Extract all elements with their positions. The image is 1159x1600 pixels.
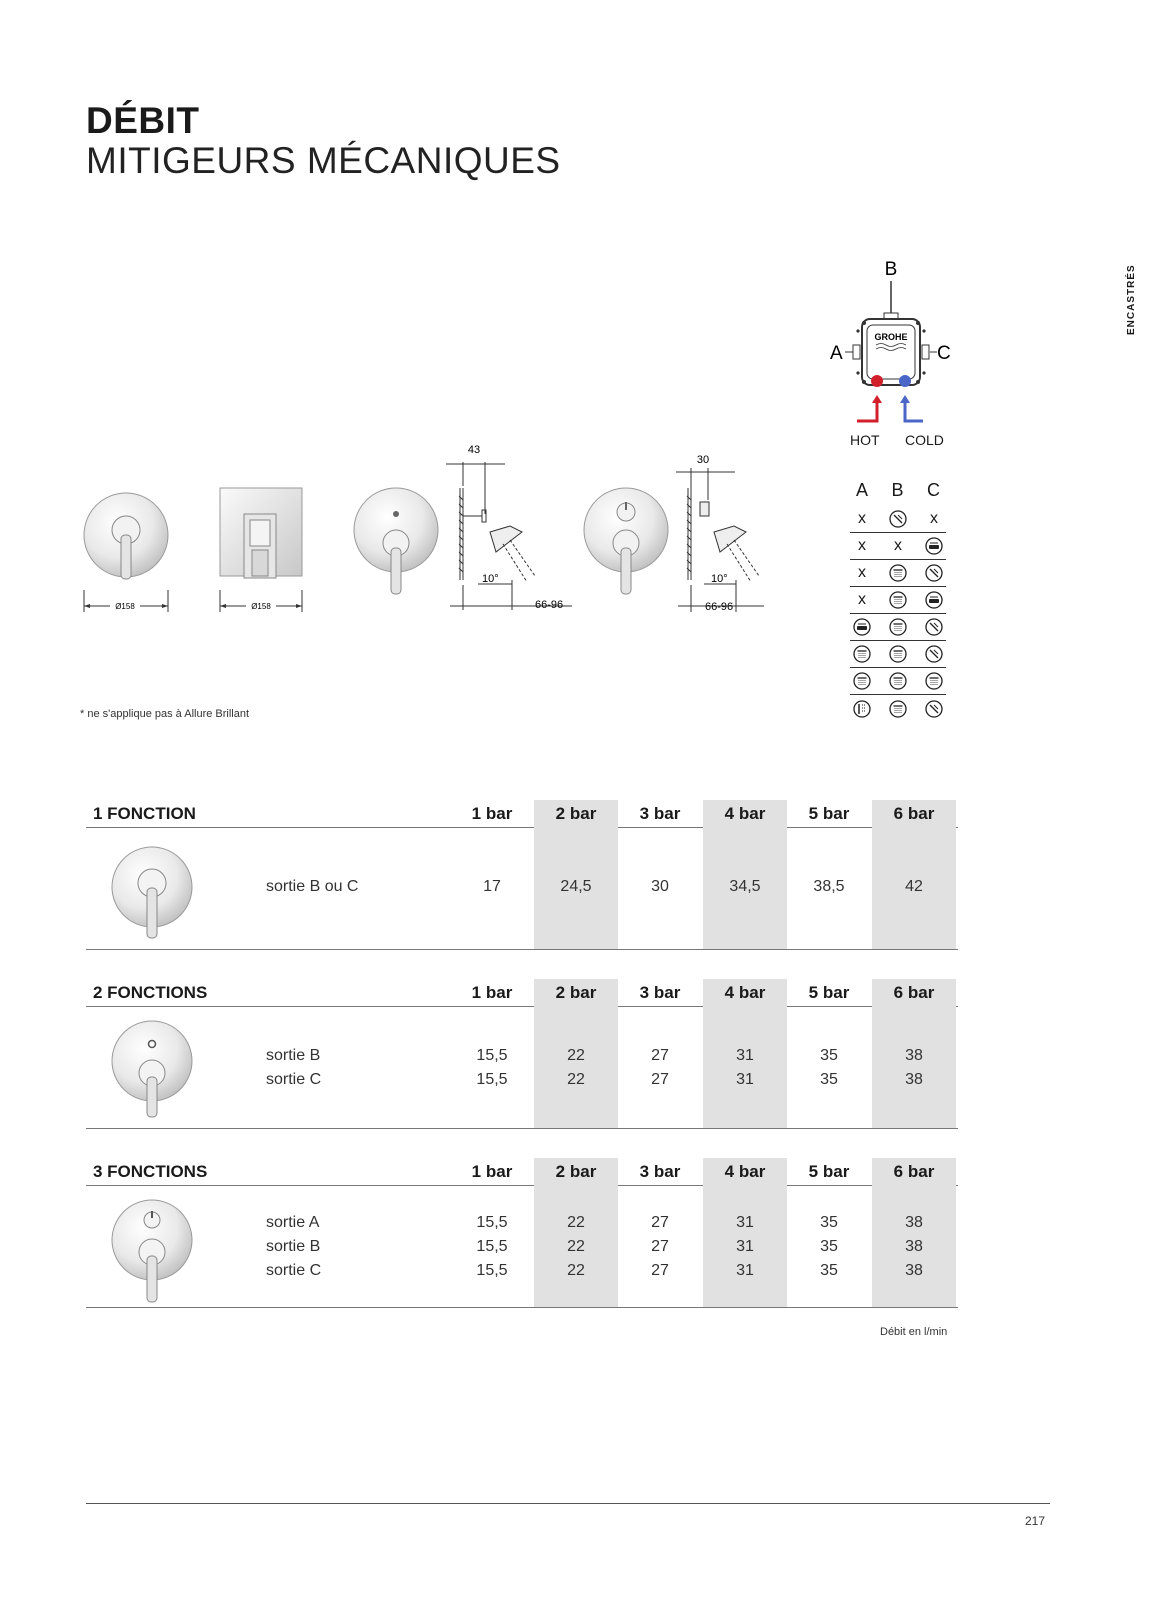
flow-value: 38 [905, 1238, 923, 1255]
pressure-header: 5 bar [808, 1162, 850, 1181]
flow-value: 15,5 [476, 1214, 508, 1231]
combination-rows [850, 506, 946, 722]
three-function-plate-drawing [584, 488, 668, 594]
function-title: 2 FONCTIONS [93, 983, 208, 1002]
dimension-label: 30 [696, 454, 710, 466]
closed-mark: x [930, 510, 938, 527]
combination-row [850, 695, 946, 722]
flow-value: 17 [483, 878, 501, 895]
flow-value: 15,5 [476, 1071, 508, 1088]
hot-inlet-icon [871, 375, 883, 387]
flow-value: 42 [905, 878, 923, 895]
outlet-label: sortie B ou C [266, 878, 359, 895]
dimension-label: Ø158 [115, 602, 135, 611]
flow-value: 31 [736, 1238, 754, 1255]
combination-row [850, 641, 946, 668]
column-b-header: B [891, 480, 904, 500]
flow-table-body [86, 828, 958, 950]
flow-value: 22 [567, 1071, 585, 1088]
flow-value: 27 [651, 1047, 669, 1064]
flow-table-header [86, 1158, 958, 1186]
flow-value: 22 [567, 1047, 585, 1064]
shower-icon [888, 590, 908, 610]
combination-row [850, 668, 946, 695]
bathtub-icon [924, 590, 944, 610]
shower-icon [888, 671, 908, 691]
handshower-icon [888, 509, 908, 529]
combination-row [850, 614, 946, 641]
shower-icon [852, 644, 872, 664]
handshower-icon [924, 617, 944, 637]
shower-icon [888, 699, 908, 719]
outlet-label-b: B [884, 259, 898, 280]
flow-value: 27 [651, 1262, 669, 1279]
flow-table-body [86, 1007, 958, 1129]
flow-value: 34,5 [729, 878, 761, 895]
flow-value: 22 [567, 1262, 585, 1279]
dimension-label: 10° [482, 573, 499, 585]
pressure-header: 3 bar [639, 1162, 681, 1181]
bathtub-icon [852, 617, 872, 637]
flow-value: 27 [651, 1214, 669, 1231]
pressure-header: 1 bar [471, 1162, 513, 1181]
flow-value: 27 [651, 1071, 669, 1088]
cold-label: COLD [905, 432, 944, 448]
shower-icon [888, 644, 908, 664]
flow-table-3-functions [86, 1158, 958, 1308]
mixer-knob-icon [108, 1196, 198, 1306]
hot-label: HOT [850, 432, 880, 448]
round-plate-drawing [84, 493, 168, 612]
square-plate-drawing [220, 488, 302, 612]
mixer-knob-icon [108, 843, 198, 939]
pressure-header: 6 bar [872, 800, 956, 828]
pressure-header: 2 bar [534, 979, 618, 1007]
pressure-header: 5 bar [808, 983, 850, 1002]
flow-value: 15,5 [476, 1238, 508, 1255]
dimension-label: 43 [467, 444, 481, 456]
closed-mark: x [858, 591, 866, 608]
two-function-plate-drawing [354, 488, 438, 594]
flow-value: 38 [905, 1071, 923, 1088]
pressure-header: 1 bar [471, 804, 513, 823]
pressure-header: 4 bar [703, 1158, 787, 1186]
closed-mark: x [858, 537, 866, 554]
column-c-header: C [927, 480, 940, 500]
flow-value: 31 [736, 1214, 754, 1231]
flow-value: 35 [820, 1262, 838, 1279]
unit-note: Débit en l/min [880, 1326, 948, 1338]
footnote: * ne s'applique pas à Allure Brillant [80, 708, 250, 720]
flow-value: 15,5 [476, 1262, 508, 1279]
brand-logo: GROHE [874, 332, 908, 342]
outlet-label: sortie C [266, 1071, 322, 1088]
flow-table-body [86, 1186, 958, 1308]
shower-icon [888, 617, 908, 637]
pressure-header: 6 bar [872, 1158, 956, 1186]
dimension-label: 10° [711, 573, 728, 585]
flow-value: 30 [651, 878, 669, 895]
outlet-combination-table [850, 480, 946, 722]
flow-table-header [86, 800, 958, 828]
flow-value: 31 [736, 1262, 754, 1279]
shower-icon [852, 671, 872, 691]
pressure-header: 5 bar [808, 804, 850, 823]
outlet-label-c: C [937, 343, 951, 364]
mixer-knob-icon [108, 1019, 198, 1119]
pressure-header: 2 bar [534, 1158, 618, 1186]
flow-value: 35 [820, 1047, 838, 1064]
pressure-header: 2 bar [534, 800, 618, 828]
dimension-label: 66-96 [535, 599, 564, 611]
page-title: DÉBIT [86, 100, 200, 141]
page-subtitle: MITIGEURS MÉCANIQUES [86, 140, 561, 181]
flow-value: 38 [905, 1214, 923, 1231]
flow-value: 24,5 [560, 878, 592, 895]
flow-value: 38 [905, 1047, 923, 1064]
handshower-icon [924, 644, 944, 664]
outlet-label: sortie B [266, 1238, 321, 1255]
pressure-header: 4 bar [703, 800, 787, 828]
section-tab: ENCASTRÉS [1126, 264, 1137, 335]
cold-inlet-icon [899, 375, 911, 387]
pressure-header: 6 bar [872, 979, 956, 1007]
closed-mark: x [894, 537, 902, 554]
combination-row [850, 506, 946, 533]
flow-table-header [86, 979, 958, 1007]
combination-row [850, 560, 946, 587]
outlet-label: sortie C [266, 1262, 322, 1279]
outlet-label: sortie A [266, 1214, 320, 1231]
outlet-label: sortie B [266, 1047, 321, 1064]
shower-icon [888, 563, 908, 583]
pressure-header: 3 bar [639, 983, 681, 1002]
side-profile-drawing [676, 468, 764, 612]
outlet-label-a: A [830, 343, 843, 364]
flow-value: 31 [736, 1071, 754, 1088]
flow-value: 38,5 [813, 878, 845, 895]
pressure-header: 3 bar [639, 804, 681, 823]
combination-header [850, 480, 946, 506]
pressure-header: 1 bar [471, 983, 513, 1002]
flow-value: 31 [736, 1047, 754, 1064]
combination-row [850, 533, 946, 560]
flow-value: 35 [820, 1238, 838, 1255]
function-title: 1 FONCTION [93, 804, 196, 823]
flow-table-2-functions [86, 979, 958, 1129]
closed-mark: x [858, 510, 866, 527]
flow-value: 35 [820, 1214, 838, 1231]
valve-body-diagram [820, 255, 970, 455]
flow-value: 35 [820, 1071, 838, 1088]
combination-row [850, 587, 946, 614]
flow-value: 22 [567, 1238, 585, 1255]
handshower-icon [924, 699, 944, 719]
flow-value: 15,5 [476, 1047, 508, 1064]
dimension-label: 66-96 [705, 601, 734, 613]
body-jet-icon [852, 699, 872, 719]
technical-drawings [80, 440, 800, 630]
closed-mark: x [858, 564, 866, 581]
bathtub-icon [924, 536, 944, 556]
column-a-header: A [856, 480, 869, 500]
shower-icon [924, 671, 944, 691]
function-title: 3 FONCTIONS [93, 1162, 208, 1181]
side-profile-drawing [446, 462, 572, 610]
dimension-label: Ø158 [251, 602, 271, 611]
footer-rule [86, 1503, 1050, 1504]
handshower-icon [924, 563, 944, 583]
flow-table-1-function [86, 800, 958, 950]
flow-value: 38 [905, 1262, 923, 1279]
page-number: 217 [1025, 1514, 1046, 1528]
pressure-header: 4 bar [703, 979, 787, 1007]
flow-value: 27 [651, 1238, 669, 1255]
flow-value: 22 [567, 1214, 585, 1231]
